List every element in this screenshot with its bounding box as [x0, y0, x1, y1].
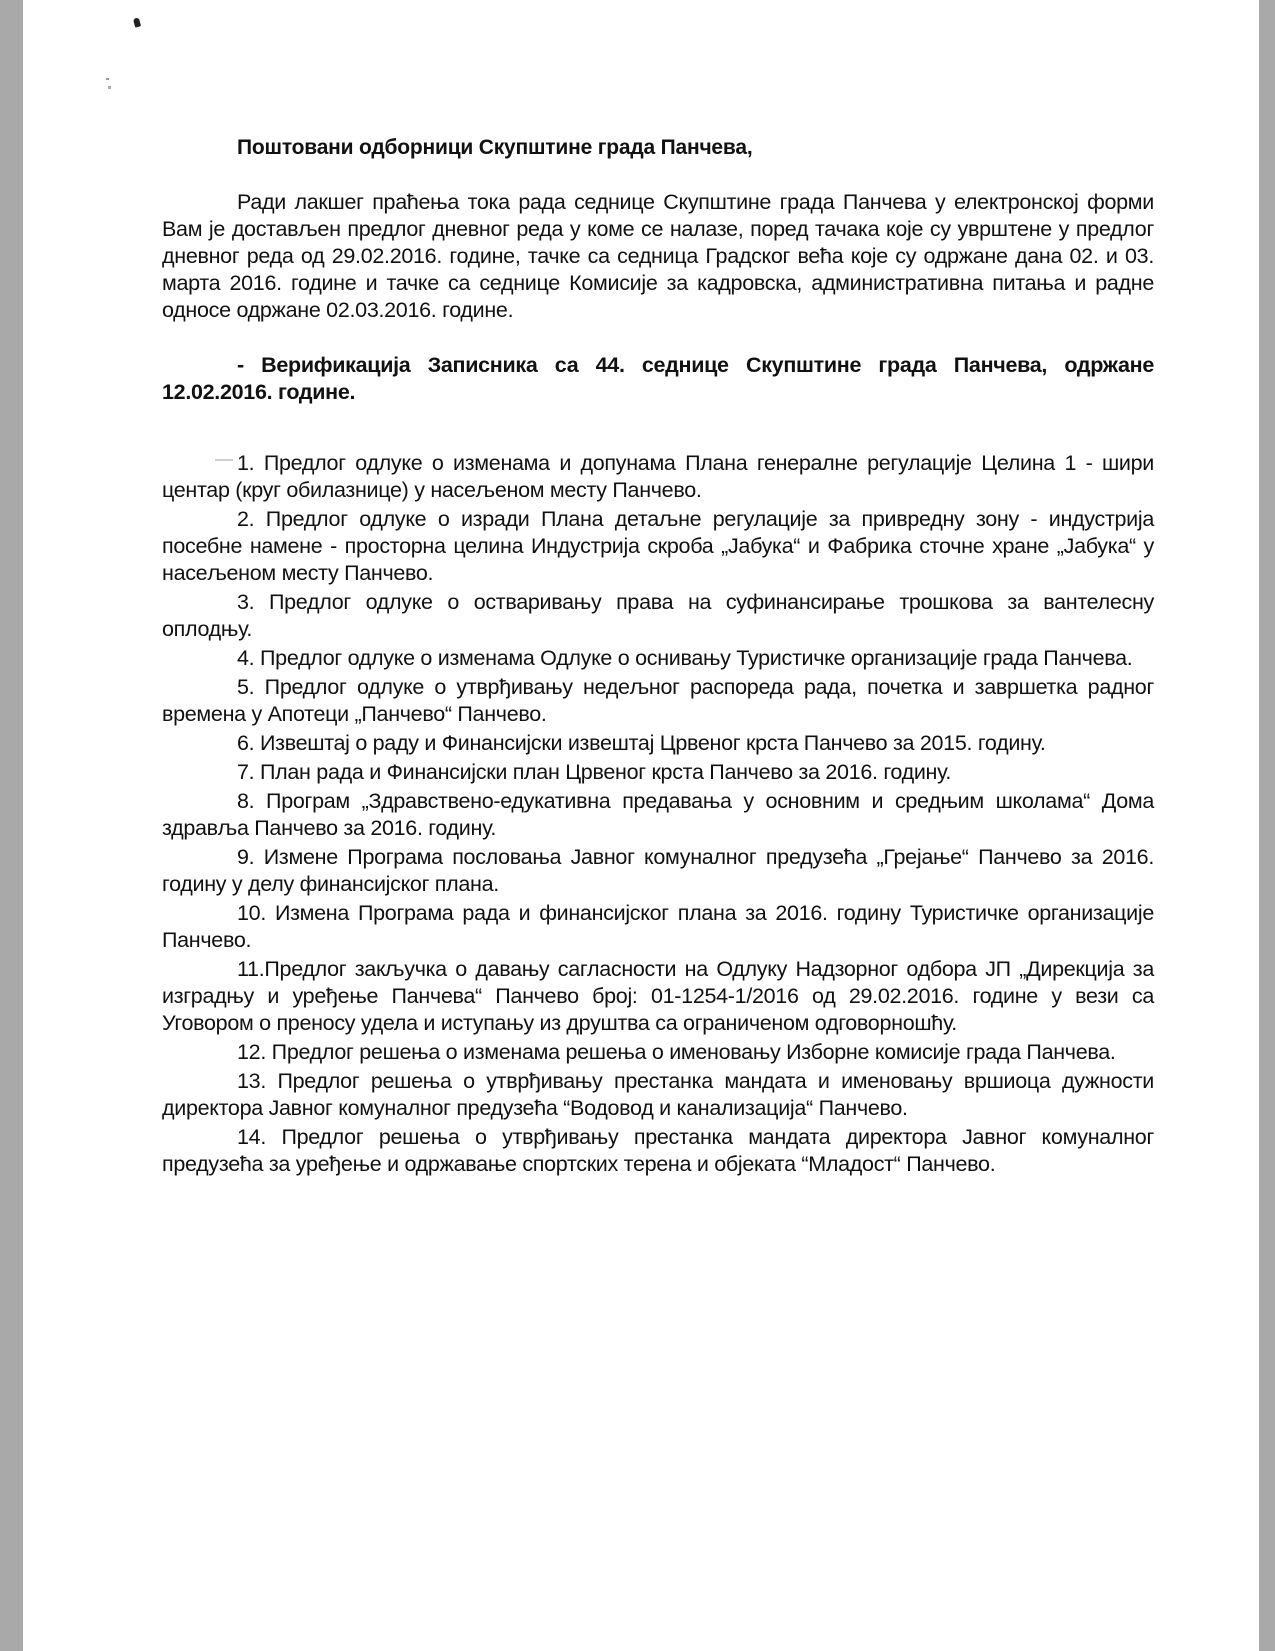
scan-artifact — [108, 86, 111, 89]
agenda-item: 13. Предлог решења о утврђивању престанка мандата и именовању вршиоца дужности директора Јавног комуналног предузећа “Водовод и канализација“ Панчево. — [162, 1069, 1154, 1120]
scan-edge-right — [1259, 0, 1275, 1651]
agenda-item: 7. План рада и Финансијски план Црвеног крста Панчево за 2016. годину. — [237, 760, 952, 784]
agenda-item: 4. Предлог одлуке о изменама Одлуке о оснивању Туристичке организације града Панчева. — [237, 646, 1133, 670]
agenda-item: 1. Предлог одлуке о изменама и допунама Плана генералне регулације Целина 1 - шири центар (круг обилазнице) у насељеном месту Панчево. — [162, 451, 1154, 502]
verification-item: - Верификација Записника са 44. седнице Скупштине града Панчева, одржане 12.02.2016. године. — [162, 353, 1154, 404]
agenda-item: 12. Предлог решења о изменама решења о именовању Изборне комисије града Панчева. — [237, 1040, 1116, 1064]
greeting-heading: Поштовани одборници Скупштине града Панчева, — [237, 136, 753, 159]
intro-paragraph: Ради лакшег праћења тока рада седнице Скупштине града Панчева у електронској форми Вам је достављен предлог дневног реда у коме се налазе, поред тачака које су уврштене у предлог дневног реда од 29.02.2016. године, тачке са седница Градског већа које су одржане дана 02. и 03. марта 2016. године и тачке са седнице Комисије за кадровска, административна питања и радне односе одржане 02.03.2016. године. — [162, 190, 1154, 322]
agenda-item: 8. Програм „Здравствено-едукативна предавања у основним и средњим школама“ Дома здравља Панчево за 2016. годину. — [162, 789, 1154, 840]
agenda-item: 2. Предлог одлуке о изради Плана детаљне регулације за привредну зону - индустрија посебне намене - просторна целина Индустрија скроба „Јабука“ и Фабрика сточне хране „Јабука“ у насељеном месту Панчево. — [162, 507, 1154, 585]
scan-artifact — [106, 78, 109, 80]
agenda-item: 3. Предлог одлуке о остваривању права на суфинансирање трошкова за вантелесну оплодњу. — [162, 590, 1154, 641]
agenda-item: 5. Предлог одлуке о утврђивању недељног распореда рада, почетка и завршетка радног времена у Апотеци „Панчево“ Панчево. — [162, 675, 1154, 726]
agenda-list — [162, 450, 1154, 1178]
scan-artifact — [133, 17, 141, 27]
agenda-item: 9. Измене Програма пословања Јавног комуналног предузећа „Грејање“ Панчево за 2016. годину у делу финансијског плана. — [162, 845, 1154, 896]
agenda-item: 14. Предлог решења о утврђивању престанка мандата директора Јавног комуналног предузећа за уређење и одржавање спортских терена и објеката “Младост“ Панчево. — [162, 1125, 1154, 1176]
agenda-item: 11.Предлог закључка о давању сагласности на Одлуку Надзорног одбора ЈП „Дирекција за изградњу и уређење Панчева“ Панчево број: 01-1254-1/2016 од 29.02.2016. године у вези са Уговором о преносу удела и иступању из друштва са ограниченом одговорношћу. — [162, 957, 1154, 1035]
agenda-item: 10. Измена Програма рада и финансијског плана за 2016. годину Туристичке организације Панчево. — [162, 901, 1154, 952]
document-page — [162, 134, 1154, 1180]
scan-edge-left — [0, 0, 23, 1651]
agenda-item: 6. Извештај о раду и Финансијски извештај Црвеног крста Панчево за 2015. годину. — [237, 731, 1046, 755]
